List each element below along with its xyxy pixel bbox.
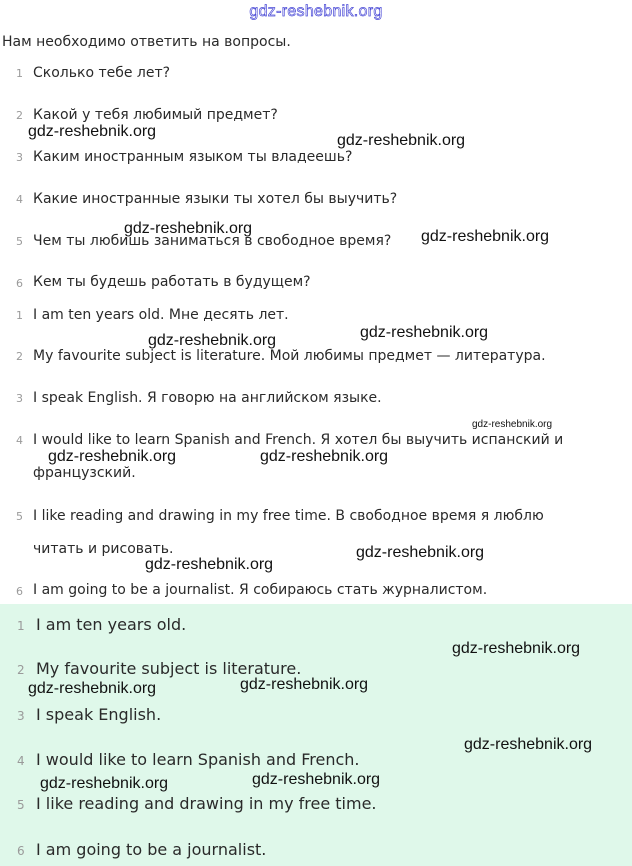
answer-text: My favourite subject is literature. (36, 659, 302, 678)
translation-text: My favourite subject is literature. Мой любимы предмет — литература. (33, 348, 546, 364)
translation-number: 2 (16, 350, 23, 363)
answer-text: I would like to learn Spanish and French. (36, 750, 360, 769)
answer-number: 2 (17, 663, 25, 677)
watermark: gdz-reshebnik.org (240, 676, 369, 693)
watermark: gdz-reshebnik.org (452, 640, 581, 657)
watermark: gdz-reshebnik.org (356, 544, 485, 561)
watermark: gdz-reshebnik.org (260, 448, 389, 465)
question-number: 2 (16, 109, 23, 122)
watermark: gdz-reshebnik.org (337, 132, 466, 149)
answer-number: 6 (17, 844, 25, 858)
watermark: gdz-reshebnik.org (148, 332, 277, 349)
watermark: gdz-reshebnik.org (421, 228, 550, 245)
watermark: gdz-reshebnik.org (124, 220, 253, 237)
question-text: Кем ты будешь работать в будущем? (33, 274, 311, 290)
answer-text: I speak English. (36, 705, 162, 724)
question-number: 6 (16, 277, 23, 290)
question-number: 1 (16, 67, 23, 80)
question-text: Чем ты любишь заниматься в свободное время? (33, 233, 392, 249)
translation-text: I am ten years old. Мне десять лет. (33, 307, 289, 323)
answer-number: 1 (17, 619, 25, 633)
answer-number: 5 (17, 798, 25, 812)
question-text: Сколько тебе лет? (33, 65, 171, 81)
translation-number: 6 (16, 585, 23, 598)
translation-number: 5 (16, 510, 23, 523)
translation-number: 3 (16, 392, 23, 405)
site-header-mark: gdz-reshebnik.org (249, 3, 383, 20)
answer-number: 4 (17, 754, 25, 768)
question-text: Каким иностранным языком ты владеешь? (33, 149, 353, 165)
watermark: gdz-reshebnik.org (28, 123, 157, 140)
answer-text: I am ten years old. (36, 615, 187, 634)
answer-text: I like reading and drawing in my free time. (36, 794, 377, 813)
watermark: gdz-reshebnik.org (252, 771, 381, 788)
translation-text: I speak English. Я говорю на английском языке. (33, 390, 382, 406)
translation-text-continued: читать и рисовать. (33, 541, 174, 557)
translation-number: 4 (16, 434, 23, 447)
question-number: 5 (16, 235, 23, 248)
translation-text-continued: французский. (33, 465, 136, 481)
watermark: gdz-reshebnik.org (40, 775, 169, 792)
question-text: Какие иностранные языки ты хотел бы выучить? (33, 191, 398, 207)
question-number: 3 (16, 151, 23, 164)
question-number: 4 (16, 193, 23, 206)
watermark-small: gdz-reshebnik.org (472, 419, 553, 430)
question-text: Какой у тебя любимый предмет? (33, 107, 278, 123)
answer-text: I am going to be a journalist. (36, 840, 267, 859)
intro-text: Нам необходимо ответить на вопросы. (2, 34, 291, 50)
translation-text: I like reading and drawing in my free time. В свободное время я люблю (33, 508, 544, 524)
translation-number: 1 (16, 309, 23, 322)
watermark: gdz-reshebnik.org (145, 556, 274, 573)
watermark: gdz-reshebnik.org (48, 448, 177, 465)
translation-text: I would like to learn Spanish and French. Я хотел бы выучить испанский и (33, 432, 564, 448)
answer-number: 3 (17, 709, 25, 723)
watermark: gdz-reshebnik.org (464, 736, 593, 753)
translation-text: I am going to be a journalist. Я собираюсь стать журналистом. (33, 582, 488, 598)
watermark: gdz-reshebnik.org (360, 324, 489, 341)
watermark: gdz-reshebnik.org (28, 680, 157, 697)
